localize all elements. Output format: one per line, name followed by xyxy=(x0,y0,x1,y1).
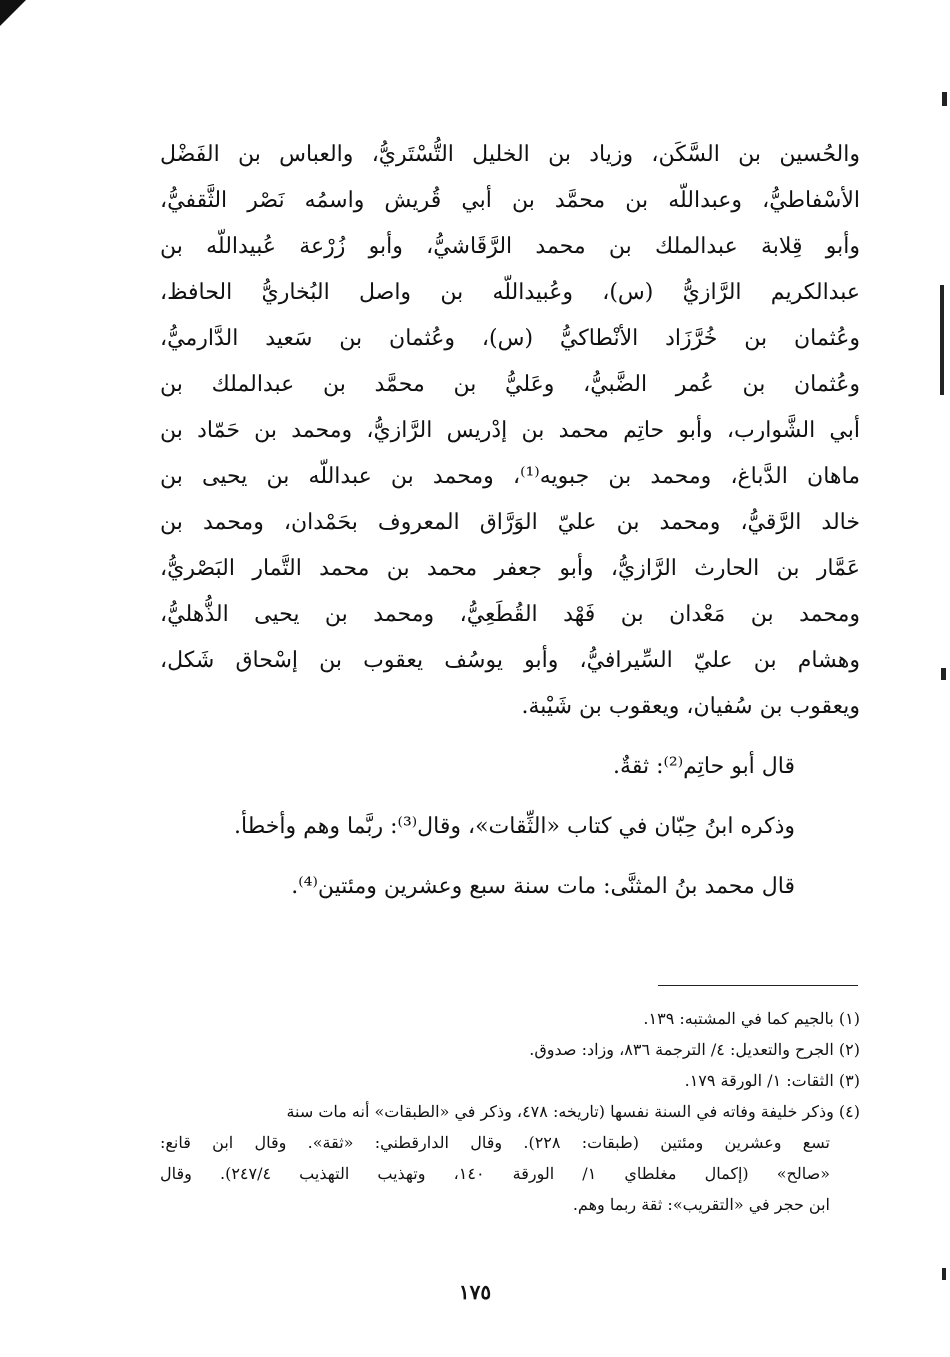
text-line: ومحمد بن مَعْدان بن فَهْد القُطَعِيُّ، ومحمد بن يحيى الذُّهليُّ، xyxy=(160,602,860,627)
scan-edge-mark xyxy=(942,1268,946,1280)
text-line: وأبو قِلابة عبدالملك بن محمد الرَّقَاشيُّ، وأبو زُرْعة عُبيداللّه بن xyxy=(160,234,860,259)
scan-corner-mark xyxy=(0,0,26,26)
text-line: والحُسين بن السَّكَن، وزياد بن الخليل التُّسْتَريُّ، والعباس بن الفَضْل xyxy=(160,142,860,167)
page-number: ١٧٥ xyxy=(458,1280,492,1304)
text-line: عبدالكريم الرَّازيُّ (س)، وعُبيداللّه بن واصل البُخاريُّ الحافظ، xyxy=(160,280,860,305)
text-line: ويعقوب بن سُفيان، ويعقوب بن شَيْبة. xyxy=(521,694,860,719)
statement-abu-hatim: قال أبو حاتِم⁽²⁾: ثقةٌ. xyxy=(613,754,795,779)
text-line: وعُثمان بن خُرَّزَاد الأنْطاكيُّ (س)، وعُثمان بن سَعيد الدَّارميُّ، xyxy=(160,326,860,351)
text-line: وهشام بن عليّ السِّيرافيُّ، وأبو يوسُف يعقوب بن إسْحاق شَكل، xyxy=(160,648,860,673)
footnote-3: (٣) الثقات: ١/ الورقة ١٧٩. xyxy=(684,1071,860,1090)
footnote-4-continued: تسع وعشرين ومئتين (طبقات: ٢٢٨). وقال الدارقطني: «ثقة». وقال ابن قانع: xyxy=(160,1133,830,1152)
statement-death-year: قال محمد بنُ المثنَّى: مات سنة سبع وعشرين ومئتين⁽⁴⁾. xyxy=(291,874,795,899)
footnote-4-continued: ابن حجر في «التقريب»: ثقة ربما وهم. xyxy=(572,1195,830,1214)
scan-edge-mark xyxy=(940,285,944,395)
statement-ibn-hibban: وذكره ابنُ حِبّان في كتاب «الثِّقات»، وقال⁽³⁾: ربَّما وهم وأخطأ. xyxy=(234,814,795,839)
scan-edge-mark xyxy=(942,92,947,106)
footnotes xyxy=(160,1003,860,1220)
scan-edge-mark xyxy=(941,668,946,680)
text-line: عَمَّار بن الحارث الرَّازيُّ، وأبو جعفر محمد بن محمد التَّمار البَصْريُّ، xyxy=(160,556,860,581)
footnote-separator xyxy=(658,985,858,986)
text-line: أبي الشَّوارب، وأبو حاتِم محمد بن إدْريس الرَّازيُّ، ومحمد بن حَمّاد بن xyxy=(160,418,860,443)
footnote-4: (٤) وذكر خليفة وفاته في السنة نفسها (تاريخه: ٤٧٨، وذكر في «الطبقات» أنه مات سنة xyxy=(286,1102,860,1121)
text-line: خالد الرَّقيُّ، ومحمد بن عليّ الوَرَّاق المعروف بحَمْدان، ومحمد بن xyxy=(160,510,860,535)
text-line: ماهان الدَّباغ، ومحمد بن جبويه⁽¹⁾، ومحمد بن عبداللّه بن يحيى بن xyxy=(160,464,860,489)
footnote-4-continued: «صالح» (إكمال مغلطاي ١/ الورقة ١٤٠، وتهذيب التهذيب ٢٤٧/٤). وقال xyxy=(160,1164,830,1183)
text-line: وعُثمان بن عُمر الضَّبيُّ، وعَليُّ بن محمَّد بن عبدالملك بن xyxy=(160,372,860,397)
footnote-2: (٢) الجرح والتعديل: ٤/ الترجمة ٨٣٦، وزاد: صدوق. xyxy=(529,1040,860,1059)
text-line: الأسْفاطيُّ، وعبداللّه بن محمَّد بن أبي قُريش واسمُه نَصْر الثَّقفيُّ، xyxy=(160,188,860,213)
footnote-1: (١) بالجيم كما في المشتبه: ١٣٩. xyxy=(643,1009,860,1028)
main-text xyxy=(160,132,860,910)
